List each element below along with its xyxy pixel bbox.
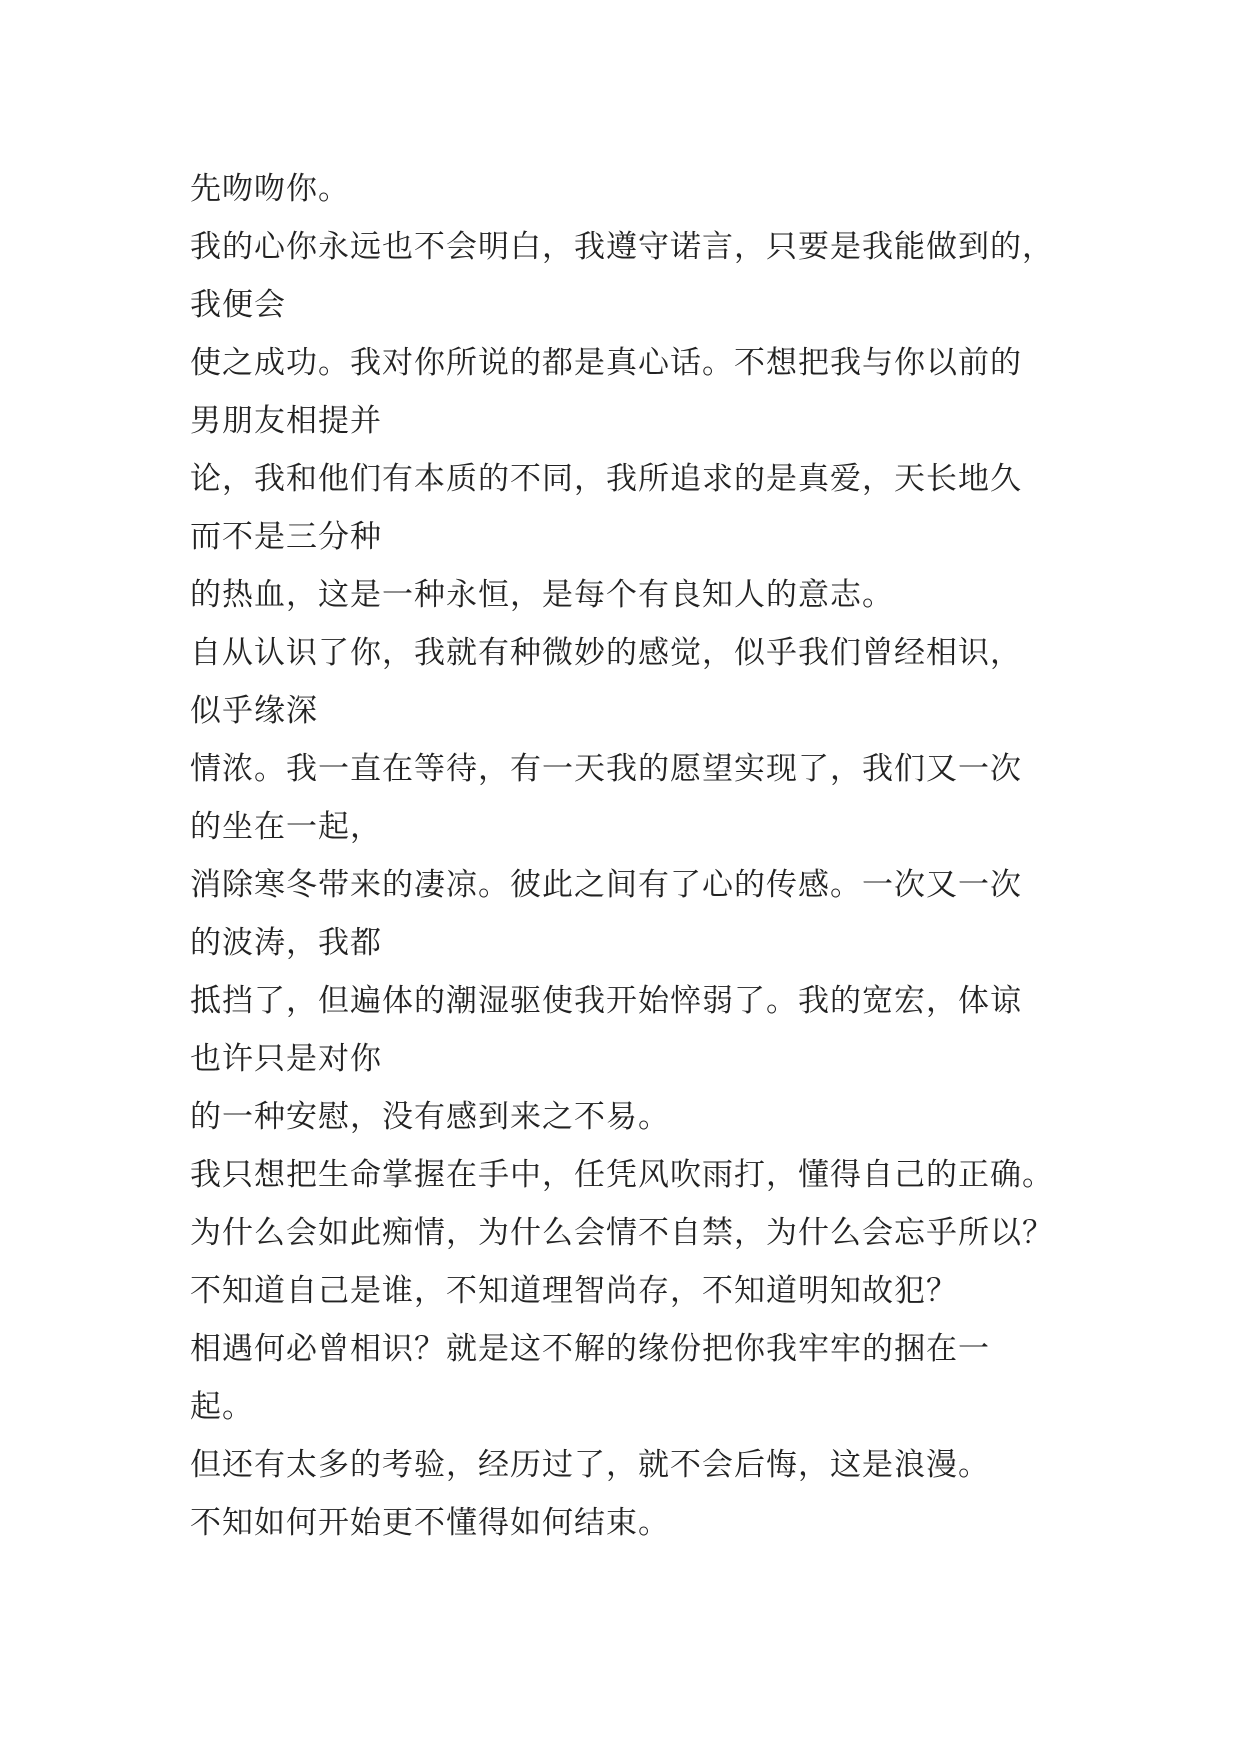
text-line: 的热血，这是一种永恒，是每个有良知人的意志。 <box>190 577 894 613</box>
text-line: 我的心你永远也不会明白，我遵守诺言，只要是我能做到的， <box>190 229 1054 265</box>
text-line: 抵挡了，但遍体的潮湿驱使我开始悴弱了。我的宽宏，体谅 <box>190 983 1022 1019</box>
text-line: 相遇何必曾相识？就是这不解的缘份把你我牢牢的捆在一 <box>190 1331 990 1367</box>
text-line: 消除寒冬带来的凄凉。彼此之间有了心的传感。一次又一次 <box>190 867 1022 903</box>
text-line: 情浓。我一直在等待，有一天我的愿望实现了，我们又一次 <box>190 751 1022 787</box>
text-line: 的坐在一起， <box>190 809 382 845</box>
text-line: 使之成功。我对你所说的都是真心话。不想把我与你以前的 <box>190 345 1022 381</box>
text-line: 而不是三分种 <box>190 519 382 555</box>
text-line: 起。 <box>190 1389 254 1425</box>
text-line: 似乎缘深 <box>190 693 318 729</box>
text-line: 也许只是对你 <box>190 1041 382 1077</box>
text-line: 先吻吻你。 <box>190 171 350 207</box>
text-line: 的波涛，我都 <box>190 925 382 961</box>
text-line: 不知如何开始更不懂得如何结束。 <box>190 1505 670 1541</box>
text-line: 男朋友相提并 <box>190 403 382 439</box>
text-line: 的一种安慰，没有感到来之不易。 <box>190 1099 670 1135</box>
text-line: 自从认识了你，我就有种微妙的感觉，似乎我们曾经相识， <box>190 635 1022 671</box>
document-body <box>190 160 1070 1552</box>
text-line: 我便会 <box>190 287 286 323</box>
text-line: 论，我和他们有本质的不同，我所追求的是真爱，天长地久 <box>190 461 1022 497</box>
text-line: 不知道自己是谁，不知道理智尚存，不知道明知故犯？ <box>190 1273 958 1309</box>
text-line: 但还有太多的考验，经历过了，就不会后悔，这是浪漫。 <box>190 1447 990 1483</box>
text-line: 我只想把生命掌握在手中，任凭风吹雨打，懂得自己的正确。 <box>190 1157 1054 1193</box>
text-line: 为什么会如此痴情，为什么会情不自禁，为什么会忘乎所以？ <box>190 1215 1054 1251</box>
